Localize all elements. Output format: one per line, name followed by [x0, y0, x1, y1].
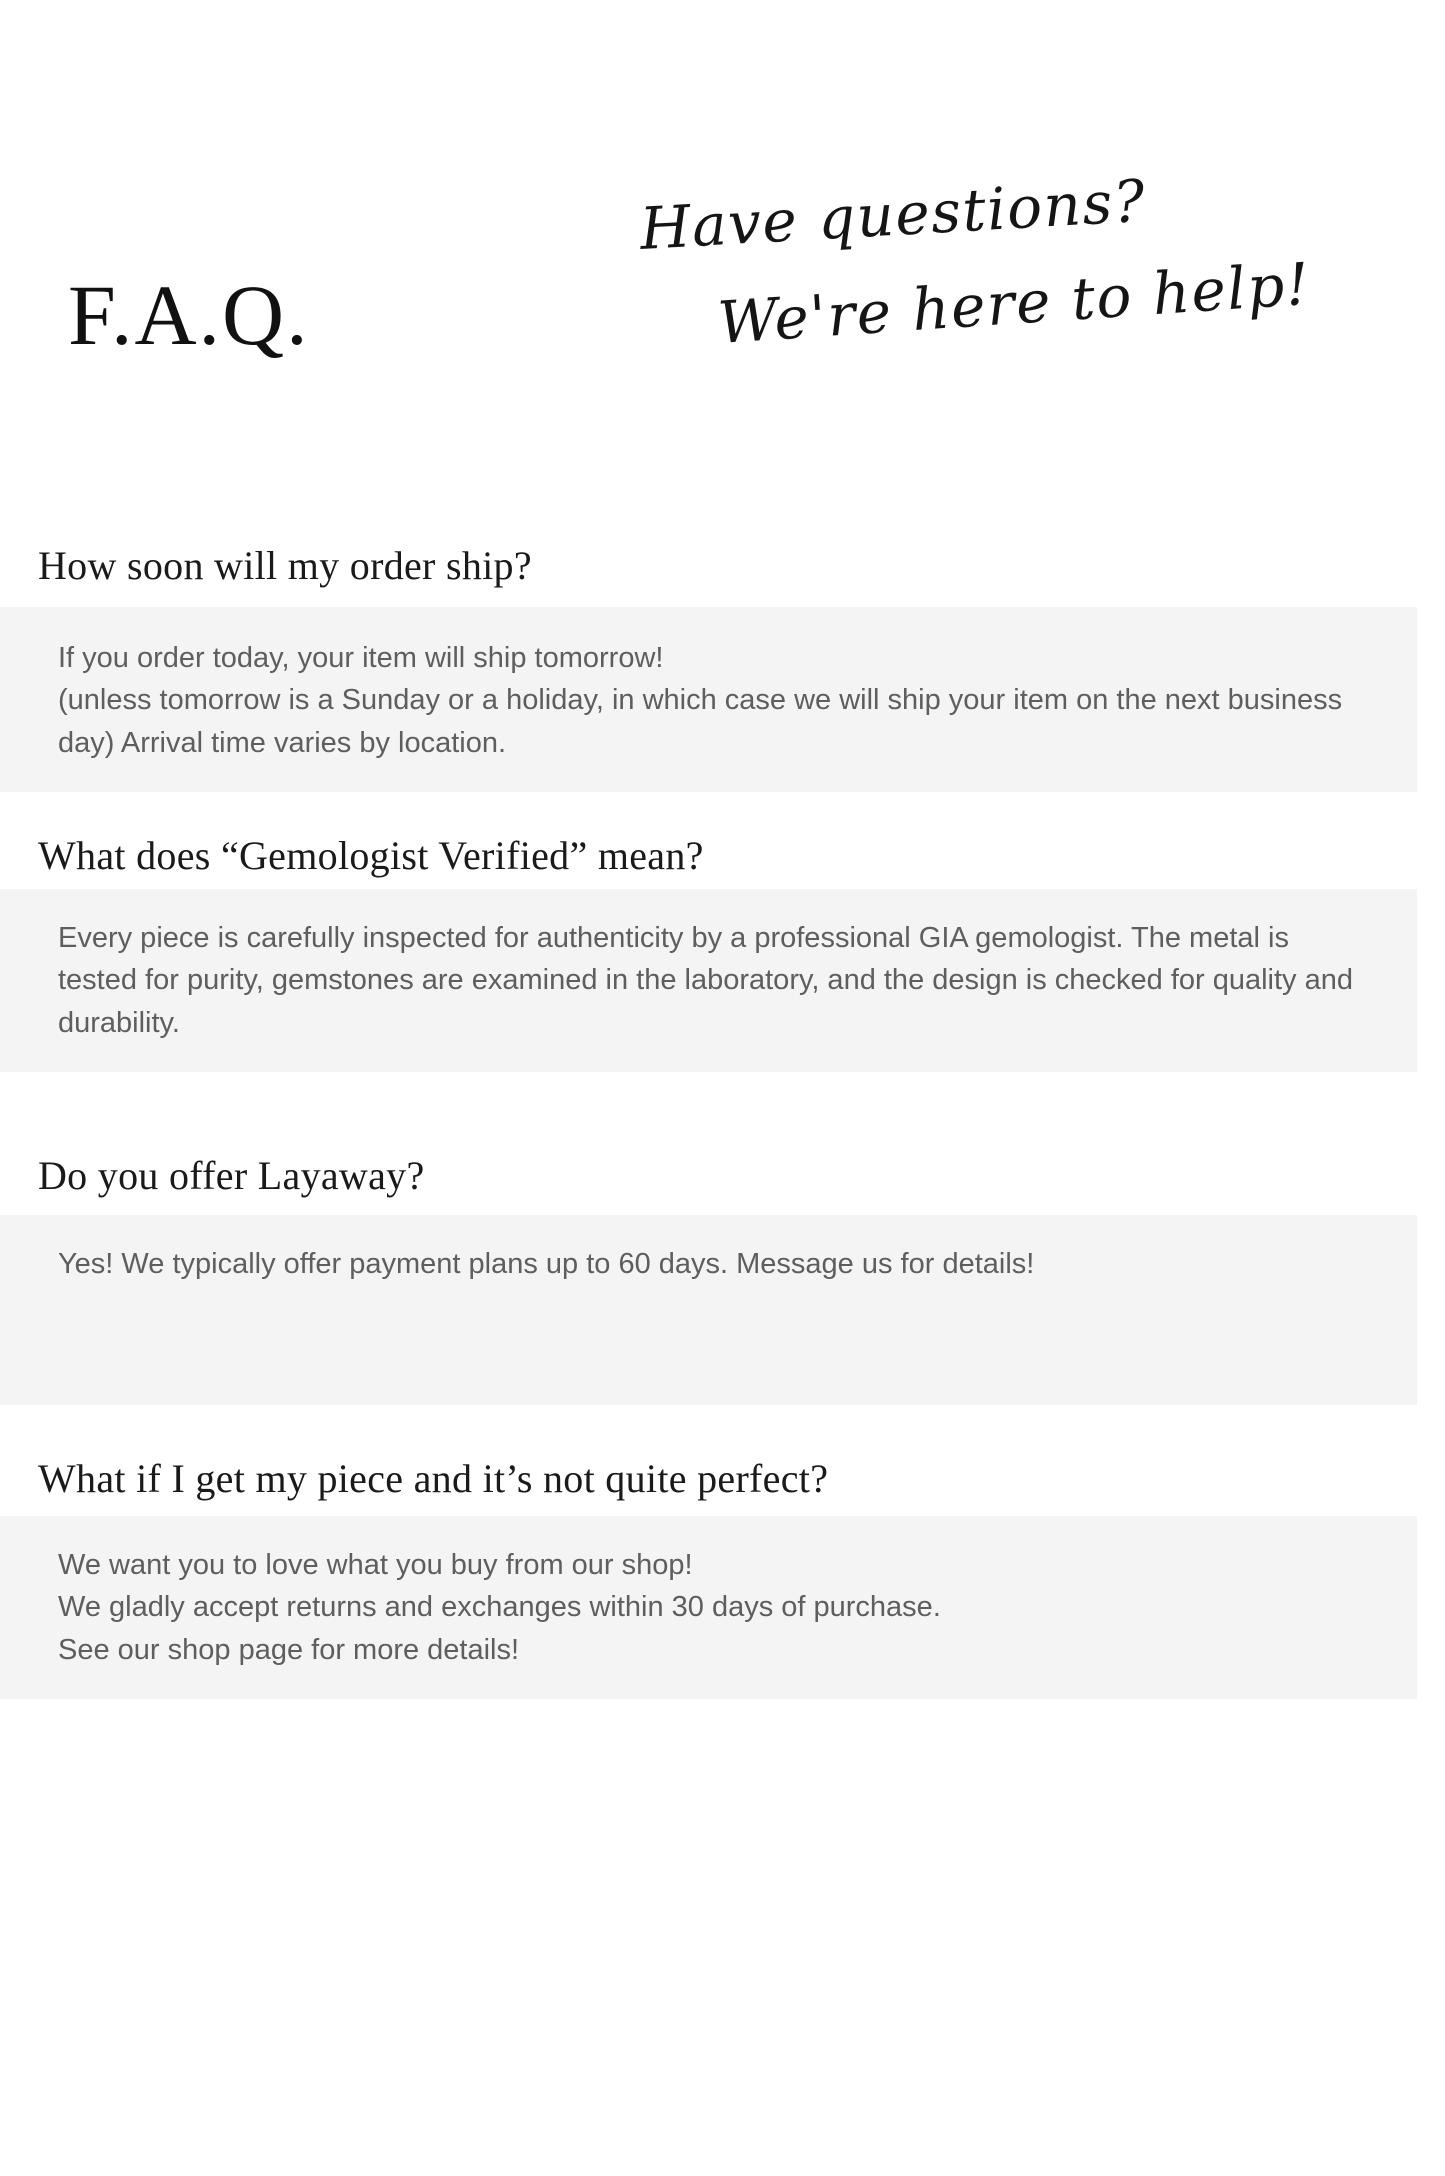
faq-answer-line: Every piece is carefully inspected for authenticity by a professional GIA gemologist. The metal is tested for purity, gemstones are examined in the laboratory, and the design is checked for quality and durability.	[58, 921, 1354, 1039]
faq-item	[0, 1455, 1445, 1699]
faq-item	[0, 832, 1445, 1072]
faq-answer	[0, 889, 1417, 1072]
faq-answer-line: See our shop page for more details!	[58, 1633, 520, 1666]
faq-question: What does “Gemologist Verified” mean?	[38, 832, 704, 878]
header-script-tagline	[600, 166, 1390, 357]
faq-answer-line: Yes! We typically offer payment plans up to 60 days. Message us for details!	[58, 1247, 1035, 1280]
faq-answer	[0, 1215, 1417, 1405]
tagline-line-2: We're here to help!	[715, 249, 1313, 357]
page-header	[0, 0, 1445, 470]
faq-answer-line: If you order today, your item will ship tomorrow!	[58, 642, 664, 674]
faq-question: How soon will my order ship?	[38, 543, 532, 588]
faq-item	[0, 542, 1445, 792]
faq-answer-line: (unless tomorrow is a Sunday or a holiday, in which case we will ship your item on the next business day) Arrival time varies by location.	[58, 684, 1343, 759]
faq-answer-line: We want you to love what you buy from our shop!	[58, 1548, 693, 1581]
faq-question: Do you offer Layaway?	[38, 1152, 425, 1198]
tagline-line-1: Have questions?	[638, 166, 1148, 263]
faq-question: What if I get my piece and it’s not quite perfect?	[38, 1455, 829, 1501]
faq-answer	[0, 1516, 1417, 1699]
faq-item	[0, 1152, 1445, 1405]
faq-answer	[0, 607, 1417, 792]
page-title: F.A.Q.	[68, 267, 310, 363]
faq-list	[0, 542, 1445, 1709]
faq-answer-line: We gladly accept returns and exchanges within 30 days of purchase.	[58, 1591, 941, 1624]
